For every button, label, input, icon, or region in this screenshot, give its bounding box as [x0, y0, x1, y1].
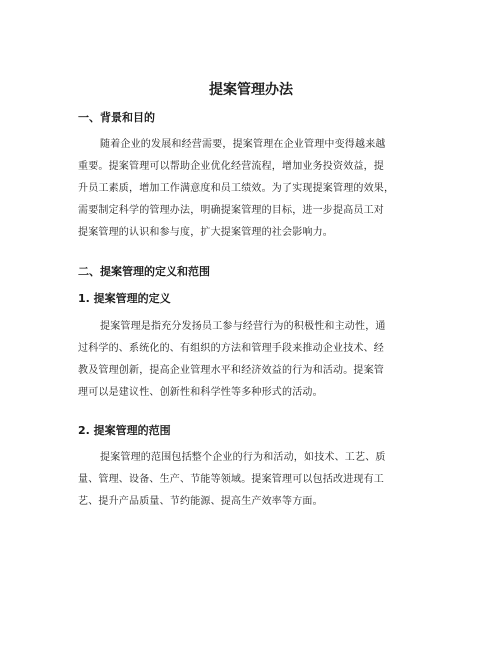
section-heading-background: 一、背景和目的	[78, 111, 155, 124]
subsection-heading-definition: 1. 提案管理的定义	[78, 292, 171, 305]
paragraph-line: 量、管理、设备、生产、节能等领域。提案管理可以包括改进现有工	[78, 474, 384, 485]
paragraph-line: 艺、提升产品质量、节约能源、提高生产效率等方面。	[78, 496, 323, 507]
paragraph-line: 需要制定科学的管理办法，明确提案管理的目标，进一步提高员工对	[78, 205, 384, 216]
paragraph-line: 升员工素质，增加工作满意度和员工绩效。为了实现提案管理的效果，	[78, 183, 395, 194]
section-heading-definition-scope: 二、提案管理的定义和范围	[78, 265, 210, 278]
document-title: 提案管理办法	[209, 82, 293, 98]
paragraph-line: 提案管理的范围包括整个企业的行为和活动，如技术、工艺、质	[100, 452, 386, 463]
paragraph-line: 重要。提案管理可以帮助企业优化经营流程，增加业务投资效益，提	[78, 161, 384, 172]
paragraph-line: 随着企业的发展和经营需要，提案管理在企业管理中变得越来越	[100, 139, 386, 150]
paragraph-line: 提案管理是指充分发扬员工参与经营行为的积极性和主动性，通	[100, 321, 386, 332]
paragraph-line: 理可以是建议性、创新性和科学性等多种形式的活动。	[78, 387, 323, 398]
paragraph-line: 过科学的、系统化的、有组织的方法和管理手段来推动企业技术、经	[78, 343, 384, 354]
subsection-heading-scope: 2. 提案管理的范围	[78, 424, 171, 437]
paragraph-line: 提案管理的认识和参与度，扩大提案管理的社会影响力。	[78, 227, 333, 238]
paragraph-line: 教及管理创新，提高企业管理水平和经济效益的行为和活动。提案管	[78, 365, 384, 376]
